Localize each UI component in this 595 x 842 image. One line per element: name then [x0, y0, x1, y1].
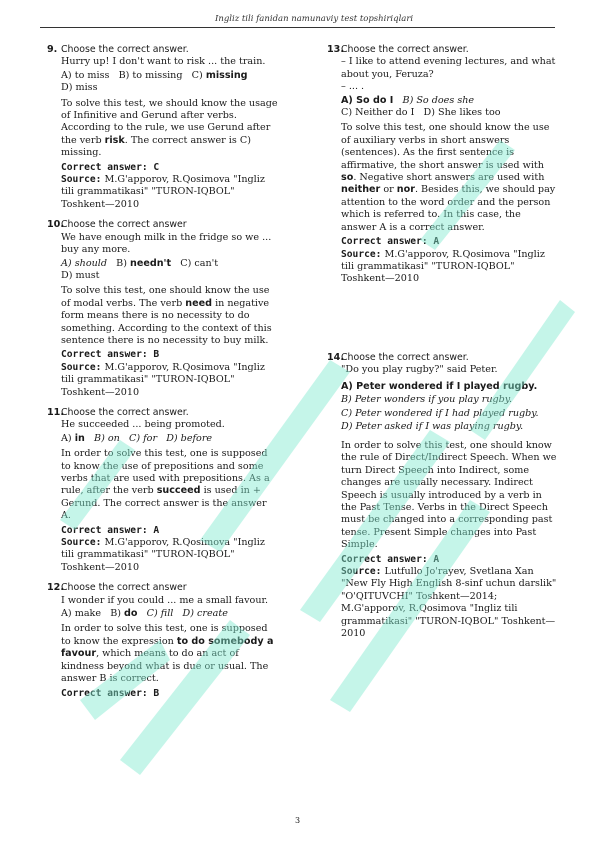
explanation-text: In order to solve this test, one is supposed to know the expression — [61, 623, 268, 647]
explanation-text: . The correct answer is C) missing. — [61, 134, 251, 159]
options-row — [61, 433, 279, 445]
question-10 — [47, 219, 279, 399]
explanation-text: . Negative short answers are used with — [353, 172, 545, 184]
source-label: Source: — [61, 174, 102, 186]
source — [61, 537, 279, 574]
right-column — [327, 44, 559, 640]
explanation-keyword: nor — [396, 184, 415, 196]
question-number: 10. — [47, 219, 64, 231]
question-11 — [47, 407, 279, 574]
question-number: 14. — [327, 351, 344, 363]
explanation-keyword: neither — [341, 184, 381, 196]
option-b: B) on — [94, 432, 120, 444]
explanation — [341, 122, 559, 234]
question-number: 11. — [47, 406, 64, 418]
question-prompt: Choose the correct answer. — [61, 44, 189, 55]
explanation-text: is used in + Gerund. The correct answer is the answer A. — [61, 485, 267, 522]
question-stem: We have enough milk in the fridge so we ... buy any more. — [61, 231, 272, 256]
explanation-keyword: need — [185, 297, 212, 309]
question-stem: "Do you play rugby?" said Peter. — [341, 364, 498, 376]
explanation-text: . Besides this, we should pay attention to the word order and the person which is referred to. In this case, the answer A is a correct answer. — [341, 184, 556, 233]
source-text: Lutfullo Jo'rayev, Svetlana Xan "New Fly High English 8-sinf uchun darslik" "O'QITUVCHI" Toshkent—2014; M.G'apporov, R.Qosimova "Ingliz tili grammatikasi" "TURON-IQBOL" Toshkent—2010 — [341, 565, 557, 639]
source-text: M.G'apporov, R.Qosimova "Ingliz tili grammatikasi" "TURON-IQBOL" Toshkent—2010 — [341, 248, 545, 285]
question-stem: He succeeded ... being promoted. — [61, 419, 225, 431]
option-d: D) She likes too — [423, 107, 501, 119]
explanation-text: or — [383, 184, 394, 196]
source-label: Source: — [61, 537, 102, 549]
explanation: In order to solve this test, one should know the rule of Direct/Indirect Speech. When we turn Direct Speech into Indirect, some changes are usually necessary. Indirect Speech is usually introduced by a verb in the Past Tense. Verbs in the Direct Speech must be changed into a corresponding past tense. Present Simple changes into Past Simple. — [341, 439, 557, 551]
option-c-prefix: C) — [191, 69, 203, 81]
option-c: C) Neither do I — [341, 107, 415, 119]
question-13 — [327, 44, 559, 286]
options-row — [61, 258, 279, 270]
explanation — [61, 623, 279, 685]
option-a: A) make — [61, 608, 102, 620]
option-b: B) to missing — [118, 69, 183, 81]
option-d: D) before — [166, 432, 213, 444]
left-column — [47, 44, 279, 700]
option-b: B) So does she — [402, 94, 475, 106]
option-d: D) miss — [61, 82, 98, 94]
options-row — [341, 95, 559, 107]
option-c: C) fill — [146, 608, 174, 620]
option-c: C) can't — [180, 257, 219, 269]
option-b: B) Peter wonders if you play rugby. — [341, 394, 512, 406]
source — [341, 566, 559, 640]
options-row — [61, 608, 279, 620]
explanation-text: , which means to do an act of kindness beyond what is due or usual. The answer B is correct. — [61, 648, 269, 685]
option-b-prefix: B) — [116, 257, 127, 269]
correct-answer: Correct answer: B — [61, 687, 160, 699]
explanation-text: To solve this test, one should know the use of modal verbs. The verb — [61, 285, 270, 309]
source — [61, 174, 279, 211]
question-stem: I wonder if you could ... me a small favour. — [61, 594, 269, 606]
question-number: 9. — [47, 44, 58, 55]
question-stem: – I like to attend evening lectures, and what about you, Feruza? — [341, 56, 556, 80]
correct-answer: Correct answer: A — [61, 524, 160, 536]
option-a: A) should — [61, 257, 107, 269]
options-row — [341, 107, 559, 119]
options-block — [341, 380, 559, 434]
source-text: M.G'apporov, R.Qosimova "Ingliz tili grammatikasi" "TURON-IQBOL" Toshkent—2010 — [61, 174, 265, 210]
option-d: D) Peter asked if I was playing rugby. — [341, 421, 524, 433]
source — [341, 249, 559, 286]
option-c: C) for — [128, 432, 158, 444]
option-a-correct: A) Peter wondered if I played rugby. — [341, 380, 538, 392]
explanation-keyword: risk — [104, 134, 125, 146]
explanation-text: In order to solve this test, one is supposed to know the use of prepositions and some verbs that are used with prepositions. As a rule, after the verb — [61, 448, 270, 497]
explanation — [61, 285, 279, 347]
option-a-correct: A) So do I — [341, 94, 394, 106]
question-14 — [327, 352, 559, 641]
header-rule — [40, 27, 555, 28]
explanation-keyword: to do somebody a favour — [61, 635, 274, 660]
explanation-text: To solve this test, we should know the usage of Infinitive and Gerund after verbs. According to the rule, we use Gerund after the verb — [61, 97, 278, 146]
option-c-correct: missing — [205, 69, 248, 81]
explanation-keyword: so — [341, 172, 354, 184]
correct-answer: Correct answer: A — [341, 236, 440, 248]
question-prompt: Choose the correct answer — [61, 582, 187, 594]
question-number: 12. — [47, 582, 64, 594]
question-prompt: Choose the correct answer — [61, 219, 187, 231]
source-text: M.G'apporov, R.Qosimova "Ingliz tili grammatikasi" "TURON-IQBOL" Toshkent—2010 — [61, 361, 265, 398]
page-header-title: Ingliz tili fanidan namunaviy test topshiriqlari — [215, 14, 414, 24]
option-d: D) create — [182, 608, 228, 620]
correct-answer: Correct answer: B — [61, 349, 160, 361]
option-a-correct: in — [74, 432, 85, 444]
question-9 — [47, 44, 279, 211]
explanation-text: in negative form means there is no necessity to do something. According to the context of this sentence there is no necessity to buy milk. — [61, 297, 272, 346]
question-number: 13. — [327, 44, 344, 55]
explanation — [61, 448, 279, 522]
option-c: C) Peter wondered if I had played rugby. — [341, 407, 539, 419]
explanation-text: To solve this test, one should know the use of auxiliary verbs in short answers (sentences). As the first sentence is affirmative, the short answer is used with — [341, 122, 550, 171]
question-stem: Hurry up! I don't want to risk ... the train. — [61, 56, 266, 68]
options-row — [61, 70, 279, 82]
source-label: Source: — [341, 248, 382, 260]
source — [61, 362, 279, 399]
source-text: M.G'apporov, R.Qosimova "Ingliz tili grammatikasi" "TURON-IQBOL" Toshkent—2010 — [61, 537, 265, 573]
source-label: Source: — [61, 361, 102, 373]
correct-answer: Correct answer: C — [61, 161, 160, 173]
page-number: 3 — [295, 816, 301, 825]
explanation-keyword: succeed — [156, 485, 201, 497]
option-a: A) to miss — [61, 69, 110, 81]
question-prompt: Choose the correct answer. — [61, 406, 189, 418]
option-a-prefix: A) — [61, 432, 72, 444]
source-label: Source: — [341, 565, 382, 577]
option-b-correct: needn't — [130, 257, 172, 269]
question-prompt: Choose the correct answer. — [341, 351, 469, 363]
option-b-prefix: B) — [110, 608, 121, 620]
question-12 — [47, 582, 279, 700]
option-b-correct: do — [124, 608, 138, 620]
question-stem-reply: – ... . — [341, 81, 365, 93]
correct-answer: Correct answer: A — [341, 553, 440, 565]
question-prompt: Choose the correct answer. — [341, 44, 469, 55]
option-d: D) must — [61, 269, 100, 281]
explanation — [61, 98, 279, 160]
